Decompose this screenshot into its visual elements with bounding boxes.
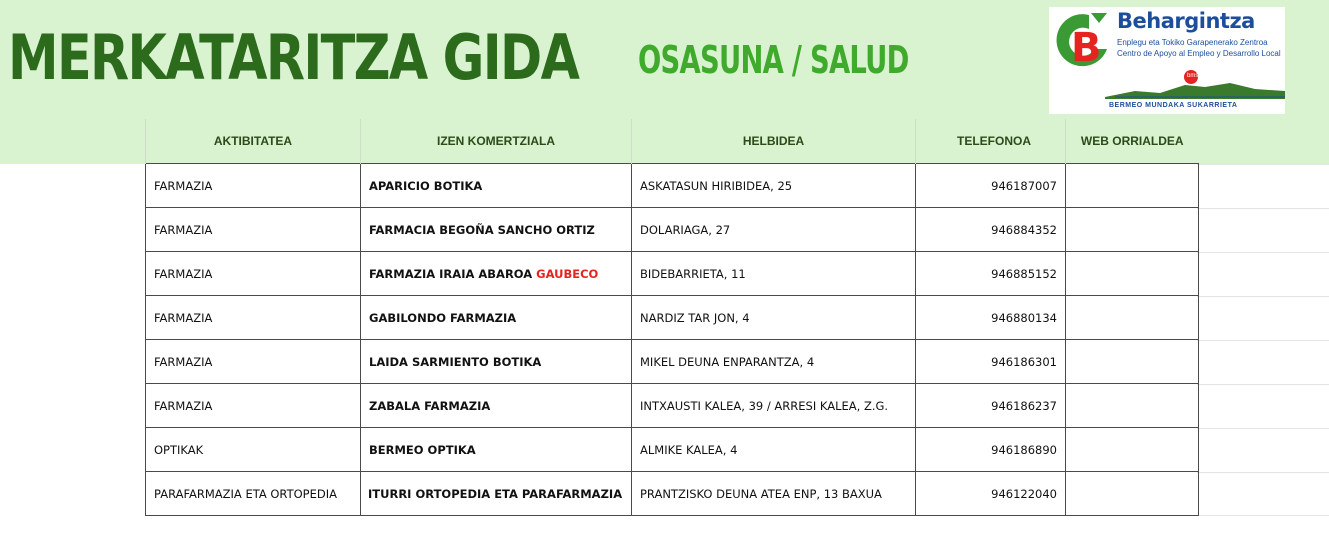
cell-phone: 946187007 (916, 164, 1066, 208)
svg-text:B: B (1071, 25, 1102, 71)
cell-phone: 946186890 (916, 428, 1066, 472)
grid-line (1197, 208, 1329, 209)
table-row (146, 428, 1199, 472)
cell-address: DOLARIAGA, 27 (632, 208, 916, 252)
cell-web[interactable] (1066, 472, 1199, 516)
logo-line-1: Enplegu eta Tokiko Garapenerako Zentroa (1117, 38, 1268, 47)
cell-activity: FARMAZIA (146, 384, 361, 428)
header-activity: AKTIBITATEA (146, 119, 361, 164)
header-phone: TELEFONOA (916, 119, 1066, 164)
grid-line (1197, 340, 1329, 341)
cell-phone: 946186237 (916, 384, 1066, 428)
cell-name-text: APARICIO BOTIKA (369, 178, 483, 193)
logo-badge: bms (1187, 73, 1199, 79)
cell-name-text: BERMEO OPTIKA (369, 442, 476, 457)
header-web: WEB ORRIALDEA (1066, 119, 1199, 164)
page-subtitle: OSASUNA / SALUD (638, 38, 909, 82)
grid-line (1197, 164, 1329, 165)
table-row (146, 296, 1199, 340)
cell-name-text: ITURRI ORTOPEDIA ETA PARAFARMAZIA (368, 486, 623, 501)
cell-name (361, 340, 632, 384)
cell-name (361, 384, 632, 428)
grid-line (1197, 252, 1329, 253)
cell-name (361, 296, 632, 340)
grid-line (1197, 472, 1329, 473)
table-body (146, 164, 1199, 516)
table-row (146, 472, 1199, 516)
cell-name-text: FARMACIA BEGOÑA SANCHO ORTIZ (369, 222, 595, 237)
cell-name-text: GABILONDO FARMAZIA (369, 310, 517, 325)
cell-phone: 946122040 (916, 472, 1066, 516)
cell-web[interactable] (1066, 252, 1199, 296)
header-name: IZEN KOMERTZIALA (361, 119, 632, 164)
cell-address: ALMIKE KALEA, 4 (632, 428, 916, 472)
table-row (146, 252, 1199, 296)
cell-web[interactable] (1066, 428, 1199, 472)
grid-line (1197, 296, 1329, 297)
cell-web[interactable] (1066, 384, 1199, 428)
cell-name-text: ZABALA FARMAZIA (369, 398, 491, 413)
table-row (146, 208, 1199, 252)
behargintza-logo (1049, 7, 1285, 114)
cell-name (361, 164, 632, 208)
cell-name (361, 428, 632, 472)
cell-activity: FARMAZIA (146, 340, 361, 384)
cell-phone: 946885152 (916, 252, 1066, 296)
page-title: MERKATARITZA GIDA (8, 21, 579, 94)
grid-line (1197, 515, 1329, 516)
directory-table (145, 119, 1199, 516)
logo-name: Behargintza (1117, 9, 1255, 33)
cell-activity: PARAFARMAZIA ETA ORTOPEDIA (146, 472, 361, 516)
cell-activity: FARMAZIA (146, 296, 361, 340)
cell-address: MIKEL DEUNA ENPARANTZA, 4 (632, 340, 916, 384)
cell-web[interactable] (1066, 340, 1199, 384)
cell-web[interactable] (1066, 296, 1199, 340)
cell-web[interactable] (1066, 164, 1199, 208)
header-address: HELBIDEA (632, 119, 916, 164)
cell-address: BIDEBARRIETA, 11 (632, 252, 916, 296)
cell-activity: FARMAZIA (146, 208, 361, 252)
cell-name-text: FARMAZIA IRAIA ABAROA (369, 266, 537, 281)
cell-web[interactable] (1066, 208, 1199, 252)
cell-address: NARDIZ TAR JON, 4 (632, 296, 916, 340)
table-row (146, 164, 1199, 208)
cell-phone: 946884352 (916, 208, 1066, 252)
cell-name (361, 472, 632, 516)
table-header-row (146, 119, 1199, 164)
cell-name-text: LAIDA SARMIENTO BOTIKA (369, 354, 542, 369)
logo-towns: BERMEO MUNDAKA SUKARRIETA (1109, 102, 1238, 109)
grid-line (1197, 384, 1329, 385)
table-row (146, 340, 1199, 384)
cell-name (361, 208, 632, 252)
cell-address: PRANTZISKO DEUNA ATEA ENP, 13 BAXUA (632, 472, 916, 516)
cell-activity: FARMAZIA (146, 164, 361, 208)
cell-address: INTXAUSTI KALEA, 39 / ARRESI KALEA, Z.G. (632, 384, 916, 428)
table-row (146, 384, 1199, 428)
cell-activity: FARMAZIA (146, 252, 361, 296)
cell-name-highlight: GAUBECO (536, 266, 599, 281)
cell-phone: 946880134 (916, 296, 1066, 340)
cell-activity: OPTIKAK (146, 428, 361, 472)
cell-name (361, 252, 632, 296)
cell-phone: 946186301 (916, 340, 1066, 384)
grid-line (1197, 428, 1329, 429)
logo-line-2: Centro de Apoyo al Empleo y Desarrollo Local (1117, 49, 1281, 58)
cell-address: ASKATASUN HIRIBIDEA, 25 (632, 164, 916, 208)
